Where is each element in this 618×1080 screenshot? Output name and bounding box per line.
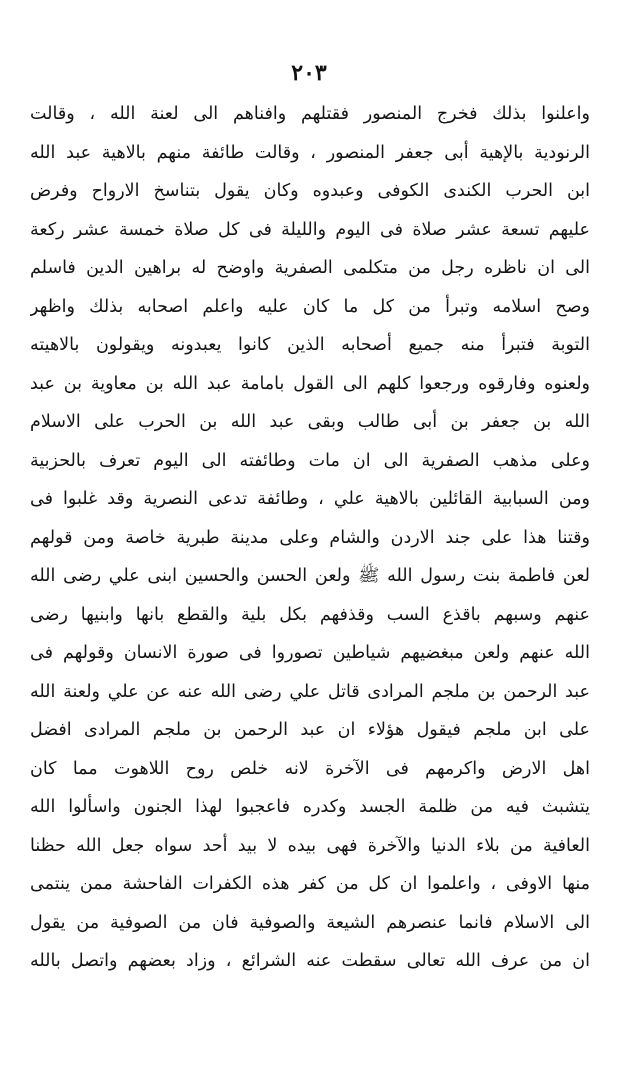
text-line: وقتنا هذا على جند الاردن والشام وعلى مدينة طبرية خاصة ومن قولهم — [30, 527, 590, 548]
text-line: ولعنوه وفارقوه ورجعوا كلهم الى القول بامامة عبد الله بن معاوية بن عبد — [30, 373, 590, 394]
text-line: منها الاوفى ، واعلموا ان كل من كفر هذه الكفرات الفاحشة ممن ينتمى — [30, 874, 590, 894]
text-line: لعن فاطمة بنت رسول الله ﷺ ولعن الحسن والحسين ابنى علي رضى الله — [30, 566, 590, 586]
text-line: الله بن جعفر بن أبى طالب وبقى عبد الله بن الحرب على الاسلام — [30, 412, 590, 432]
text-line: ومن السبابية القائلين بالاهية علي ، وطائفة تدعى النصرية وقد غلبوا فى — [30, 489, 590, 509]
text-line: الرنودية بالإهية أبى جعفر المنصور ، وقالت طائفة منهم بالاهية عبد الله — [30, 142, 590, 163]
text-line: ان من عرف الله تعالى سقطت عنه الشرائع ، وزاد بعضهم واتصل بالله — [30, 951, 590, 971]
text-line: عبد الرحمن بن ملجم المرادى قاتل علي رضى الله عنه عن علي ولعنة الله — [30, 681, 590, 702]
text-line: اهل الارض واكرمهم فى الآخرة لانه خلص روح اللاهوت مما كان — [30, 758, 590, 779]
text-line: واعلنوا بذلك فخرج المنصور فقتلهم وافناهم الى لعنة الله ، وقالت — [30, 104, 590, 124]
text-line: الله عنهم ولعن مبغضيهم شياطين تصوروا فى صورة الانسان وقولهم فى — [30, 643, 590, 663]
text-line: العافية من بلاء الدنيا والآخرة فهى بيده لا بيد أحد سواه جعل الله حظنا — [30, 835, 590, 856]
body-text — [30, 95, 590, 981]
text-line: عنهم وسبهم باقذع السب وقذفهم بكل بلية والقطع بانها وابنيها رضى — [30, 604, 590, 625]
page-number: ٢٠٣ — [291, 60, 327, 86]
text-line: التوبة فتبرأ منه جميع أصحابه الذين كانوا يعبدونه ويقولون بالاهيته — [30, 335, 590, 355]
text-line: على ابن ملجم فيقول هؤلاء ان عبد الرحمن بن ملجم المرادى افضل — [30, 720, 590, 740]
text-line: وعلى مذهب الصفرية الى ان مات وطائفته الى اليوم تعرف بالحزبية — [30, 450, 590, 471]
text-line: يتشبث فيه من ظلمة الجسد وكدره فاعجبوا لهذا الجنون واسألوا الله — [30, 797, 590, 817]
text-line: عليهم تسعة عشر صلاة فى اليوم والليلة فى كل صلاة خمسة عشر ركعة — [30, 219, 590, 240]
text-line: ابن الحرب الكندى الكوفى وعبدوه وكان يقول بتناسخ الارواح وفرض — [30, 181, 590, 201]
text-line: الى ان ناظره رجل من متكلمى الصفرية واوضح له براهين الدين فاسلم — [30, 258, 590, 278]
text-line: وصح اسلامه وتبرأ من كل ما كان عليه واعلم اصحابه بذلك واظهر — [30, 296, 590, 317]
text-line: الى الاسلام فانما عنصرهم الشيعة والصوفية فان من الصوفية من يقول — [30, 912, 590, 933]
